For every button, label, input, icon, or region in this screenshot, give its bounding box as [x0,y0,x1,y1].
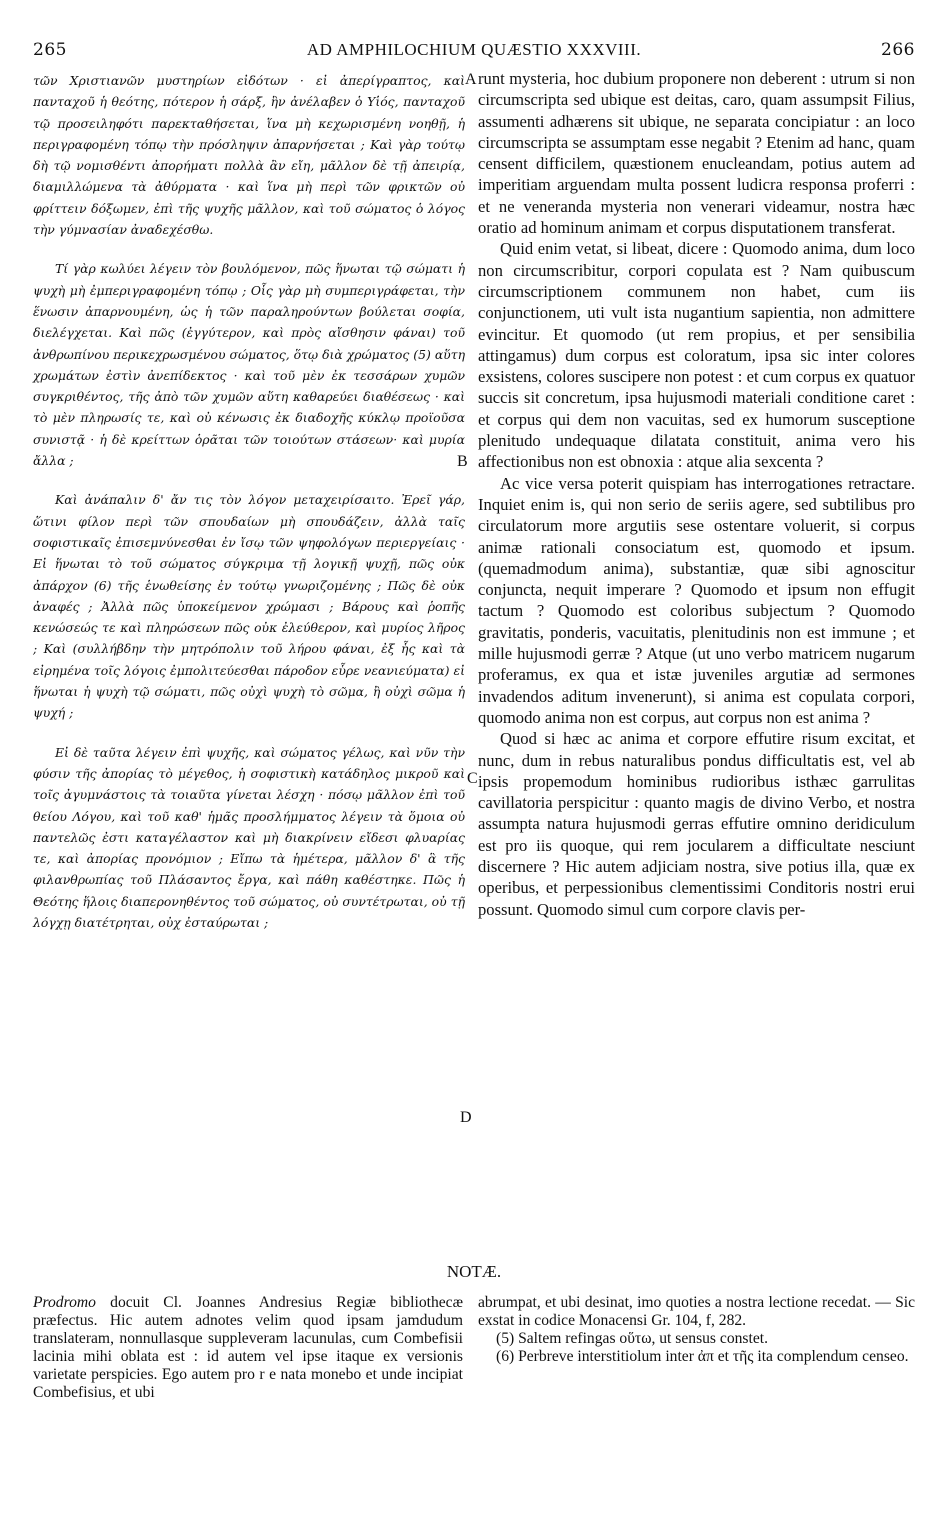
margin-marker-d: D [460,1109,472,1126]
latin-paragraph-3: Ac vice versa poterit quispiam has interrogationes retractare. Inquiet enim is, qui non serio de seriis agere, sed subtilibus pro circulatorum more argutiis sese ostentare voluerit, si corpus animæ rationali consociatum est, quomodo et ipsum. (quemadmodum anima), substantiæ, quæ sibi agnoscitur conjuncta, nequit imperare ? Quomodo et ipsum non effugit tactum ? Quomodo est coloribus subjectum ? Quomodo gravitatis, ponderis, vacuitatis, plenitudinis non est immune ; et mille hujusmodi gerræ ? Atque (ut uno verbo matricem nugarum proferamus, ex qua et istæ juveniles argutiæ ad sermones invadendos aditum invenerunt), si anima est copulata corpori, quomodo anima non est corpus, aut corpus non est anima ? [478,473,915,727]
greek-paragraph-3: Καὶ ἀνάπαλιν δ' ἄν τις τὸν λόγον μεταχειρίσαιτο. Ἐρεῖ γάρ, ὥτινι φίλον περὶ τῶν σπουδαίων μὴ σπουδάζειν, ἀλλὰ ταῖς σοφιστικαῖς ἐπισεμνύνεσθαι ἐν ἴσῳ τῶν ψηφολόγων περιεργείαις · Εἰ ἥνωται τὸ τοῦ σώματος σύγκριμα τῇ λογικῇ ψυχῇ, πῶς οὐκ ἀπάρχον (6) τῆς ἑνωθείσης ἐν τούτῳ γνωριζομένης ; Πῶς δὲ οὐκ ἀναφές ; Ἀλλὰ πῶς ὑποκείμενον χρώμασι ; Βάρους καὶ ῥοπῆς κενώσεώς τε καὶ πληρώσεων πῶς οὐκ ἐλεύθερον, καὶ μυρίος λῆρος ; Καὶ (συλλήβδην τὴν μητρόπολιν τοῦ λήρου φάναι, ἐξ ἧς καὶ τὰ εἰρημένα τοῖς λόγοις ἐμπολιτεύεσθαι πάροδον εὗρε νεανιεύματα) εἰ ἥνωται ἡ ψυχὴ τῷ σώματι, πῶς οὐχὶ ψυχὴ τὸ σῶμα, ἢ οὐχὶ σῶμα ἡ ψυχή ; [33,492,465,721]
margin-marker-c: C [467,770,478,787]
notes-right-column [478,1294,915,1366]
note-6: (6) Perbreve interstitiolum inter ἀπ et τῆς ita complendum censeo. [496,1348,909,1365]
running-title: AD AMPHILOCHIUM QUÆSTIO XXXVIII. [306,40,642,59]
notes-left-paragraph [33,1294,463,1402]
notes-italic-word: Prodromo [33,1294,96,1311]
latin-column [478,68,915,920]
notes-right-text: abrumpat, et ubi desinat, imo quoties a nostra lectione recedat. — Sic exstat in codice Monacensi Gr. 104, f, 282. [478,1294,915,1329]
margin-marker-b: B [457,453,468,470]
greek-paragraph-2: Τί γὰρ κωλύει λέγειν τὸν βουλόμενον, πῶς ἥνωται τῷ σώματι ἡ ψυχὴ μὴ ἐμπεριγραφομένη τόπῳ ; Οἷς γὰρ μὴ συμπεριγράφεται, τὴν ἕνωσιν ἀπαρνουμένη, ὡς ἡ τῶν παραληρούντων βούλεται σοφία, διελέγχεται. Καὶ πῶς (ἐγγύτερον, καὶ πρὸς αἴσθησιν φάναι) τοῦ ἀνθρωπίνου περικεχρωσμένου σώματος, ὅτῳ διὰ χρώματος (5) αὕτη χρωμάτων ἐστὶν ἀνεπίδεκτος · καὶ τοῦ μὲν ἐκ τεσσάρων χυμῶν συγκριθέντος, τῆς ἀπὸ τῶν χυμῶν αὕτη καθαρεύει διαθέσεως · καὶ τὸ μὲν πληρωσίς τε, καὶ οὐ κένωσις ἐκ διαδοχῆς κύκλῳ προϊοῦσα συνιστᾷ · ἡ δὲ κρείττων ὁρᾶται τῶν τοιούτων στάσεων· καὶ μυρία ἄλλα ; [33,261,465,469]
margin-marker-a: A [465,71,477,88]
latin-paragraph-1: runt mysteria, hoc dubium proponere non deberent : utrum si non circumscripta sed ubique est deitas, caro, quam assumpsit Filius, assumenti adhærens sit ubique, ne separata concipiatur : an loco circumscripta se assumptam esse negabit ? Etenim ad hanc, quam censent difficilem, quæstionem enucleandam, potius autem ad imperitiam arguendam multa possent ludicra responsa proferri : et ne veneranda mysteria non venerari videamur, nostra hæc oratio ad hominum animam et corpus disputationem transferat. [478,69,915,238]
latin-paragraph-2: Quid enim vetat, si libeat, dicere : Quomodo anima, dum loco non circumscribitur, corpori copulata est ? Nam quibuscum circumscriptionem communem non habet, cum iis conjunctionem, uti vult ista nugantium sapientia, non admittere evincitur. Et quomodo (ut rem propius, et per sensibilia attingamus) dum corpus est coloratum, ipsa sic inter colores exsistens, colores suscipere non potest : et cum corpus ex quatuor succis sit concretum, ipsa hujusmodi materiali conditione caret : et corpus qui dem non vacuitas, sed ex humorum susceptione plenitudo undequaque dilatata constituit, anima vero his affectionibus non est obnoxia : atque alia sexcenta ? [478,239,915,472]
greek-paragraph-1: τῶν Χριστιανῶν μυστηρίων εἰδότων · εἰ ἀπερίγραπτος, καὶ πανταχοῦ ἡ θεότης, πότερον ἡ σάρξ, ἣν ἀνέλαβεν ὁ Υἱός, πανταχοῦ τῷ προσειληφότι παρεκταθήσεται, ἵνα μὴ κεχωρισμένη νοηθῇ, ἡ περιγραφομένη τόπῳ τὴν πρόσληψιν ἀπαρνήσεται ; Καὶ γὰρ τούτῳ δὴ τῷ νομισθέντι ἀπορήματι πολλὰ ἂν εἴη, μᾶλλον δὲ τῇ ἀπειρίᾳ, διαμιλλώμενα τὰ ἀθύρματα · καὶ ἵνα μὴ περὶ τῶν φρικτῶν οὐ φρίττειν δόξωμεν, ἐπὶ τῆς ψυχῆς μᾶλλον, καὶ τοῦ σώματος ὁ λόγος τὴν γύμνασίαν ἀναδεχέσθω. [33,73,465,238]
greek-column [33,70,465,933]
page-number-right: 266 [881,40,915,60]
page-number-left: 265 [33,40,67,60]
note-5: (5) Saltem refingas οὕτω, ut sensus constet. [496,1330,768,1347]
latin-paragraph-4: Quod si hæc ac anima et corpore effutire risum excitat, et nunc, dum in rebus naturalibus pondus difficultatis est, vel ab ipsis propemodum hominibus rudioribus isthæc garrulitas cavillatoria perspicitur : quanto magis de divino Verbo, et nostra assumpta natura hujusmodi gerras effutire omnino deridiculum est pro iis quoque, qui rem jocularem a difficultate nesciunt discernere ? Hic autem adjiciam nostra, sive potius illa, quæ ex operibus, et perpessionibus clementissimi Conditoris nostri erui possunt. Quomodo simul cum corpore clavis per- [478,729,915,919]
greek-paragraph-4: Εἰ δὲ ταῦτα λέγειν ἐπὶ ψυχῆς, καὶ σώματος γέλως, καὶ νῦν τὴν φύσιν τῆς ἀπορίας τὸ μέγεθος, ἡ σοφιστικὴ κατάδηλος μικροῦ καὶ τοῖς ἀγυμνάστοις τὰ τοιαῦτα γίνεται λέσχη · πόσῳ μᾶλλον ἐπὶ τοῦ θείου Λόγου, καὶ τοῦ καθ' ἡμᾶς προσλήμματος λέγειν τὰ ὅμοια οὐ παντελῶς ἐστι καταγέλαστον καὶ μὴ διακρίνειν εἴδεσι φλυαρίας τε, καὶ ἀπορίας προνόμιον ; Εἴπω τὰ ἡμέτερα, μᾶλλον δ' ἃ τῆς φιλανθρωπίας τοῦ Πλάσαντος ἔργα, καὶ πάθη καθέστηκε. Πῶς ἡ Θεότης ἥλοις διαπερονηθέντος τοῦ σώματος, οὐ συντέτρωται, οὐ τῇ λόγχῃ διατέτρηται, οὐχ ἐσταύρωται ; [33,744,465,930]
notes-left-text: docuit Cl. Joannes Andresius Regiæ bibliothecæ præfectus. Hic autem adnotes velim quod ipsam jamdudum translateram, nonnullasque suppleveram lacunulas, cum Combefisii lacinia mihi oblata est : id autem vel ipse itaque ex versionis varietate perspicies. Ego autem pro r e nata monebo et unde incipiat Combefisius, et ubi [33,1294,463,1401]
notes-heading: NOTÆ. [446,1262,502,1281]
notes-left-column [33,1294,463,1402]
